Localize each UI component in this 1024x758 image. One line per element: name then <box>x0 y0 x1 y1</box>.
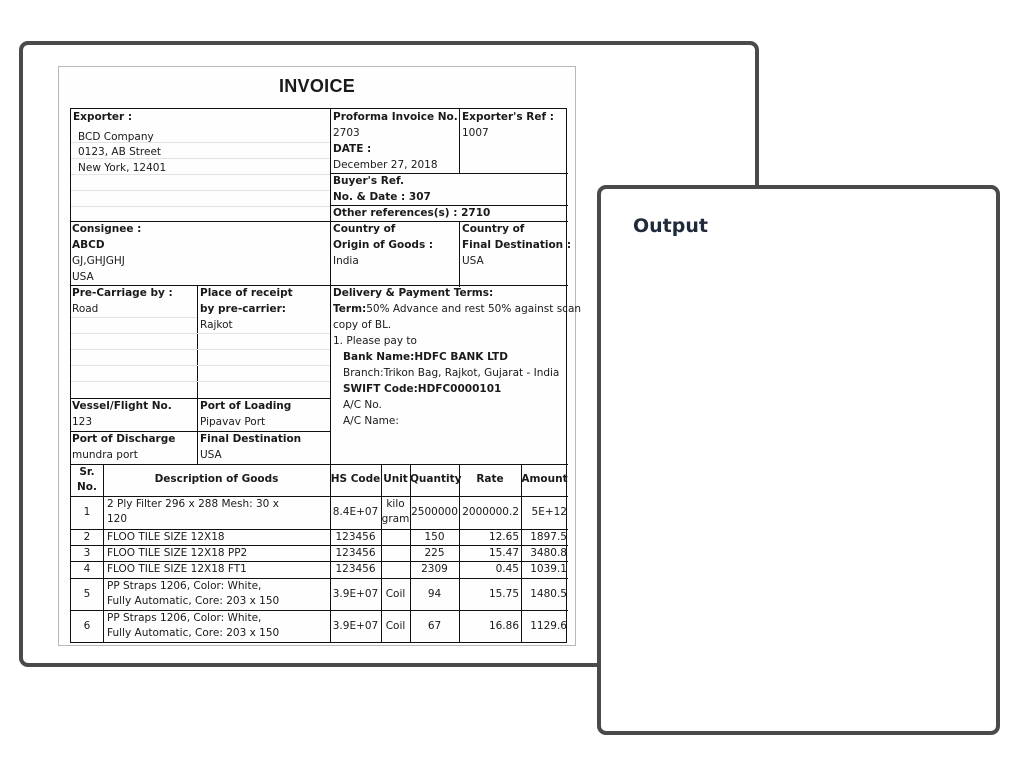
bank-branch: Branch:Trikon Bag, Rajkot, Gujarat - India <box>343 367 560 379</box>
consignee-name: ABCD <box>72 239 105 251</box>
cell-hs-code: 123456 <box>335 546 376 559</box>
header-rate: Rate <box>476 473 504 485</box>
place-of-receipt-label: Place of receipt <box>200 287 293 299</box>
invoice-title: INVOICE <box>278 76 356 96</box>
cell-quantity: 150 <box>424 530 445 543</box>
country-destination-value: USA <box>462 255 484 267</box>
header-sr: Sr. <box>79 466 95 478</box>
cell-amount: 1897.5 <box>530 530 567 543</box>
vessel-value: 123 <box>72 416 93 428</box>
cell-sr: 6 <box>83 619 91 632</box>
cell-amount: 1480.5 <box>530 587 567 600</box>
cell-description: Fully Automatic, Core: 203 x 150 <box>107 627 280 639</box>
cell-unit: kilo <box>386 498 405 510</box>
cell-sr: 4 <box>83 563 91 575</box>
cell-description: FLOO TILE SIZE 12X18 FT1 <box>107 563 247 575</box>
cell-description: FLOO TILE SIZE 12X18 PP2 <box>107 546 248 559</box>
vessel-label: Vessel/Flight No. <box>72 400 172 412</box>
cell-hs-code: 123456 <box>335 530 376 543</box>
invoice-document <box>58 66 582 646</box>
final-destination-value: USA <box>200 449 222 461</box>
pre-carriage-label: Pre-Carriage by : <box>72 287 173 299</box>
place-of-receipt-value: Rajkot <box>200 319 233 331</box>
cell-description: FLOO TILE SIZE 12X18 <box>107 530 225 543</box>
consignee-line: GJ,GHJGHJ <box>72 255 125 267</box>
swift-code: SWIFT Code:HDFC0000101 <box>343 383 502 395</box>
account-name: A/C Name: <box>343 415 399 427</box>
cell-amount: 5E+12 <box>531 506 567 518</box>
date-value: December 27, 2018 <box>333 159 438 171</box>
country-origin-value: India <box>333 255 359 267</box>
cell-description: Fully Automatic, Core: 203 x 150 <box>107 595 280 607</box>
cell-rate: 16.86 <box>488 619 519 632</box>
date-label: DATE : <box>333 143 372 155</box>
buyers-ref-number: No. & Date : 307 <box>333 191 431 203</box>
cell-sr: 5 <box>83 587 91 600</box>
cell-description: PP Straps 1206, Color: White, <box>107 612 262 624</box>
output-panel <box>597 185 1000 735</box>
header-unit: Unit <box>383 473 408 485</box>
other-references: Other references(s) : 2710 <box>333 207 491 219</box>
invoice-form <box>70 108 582 643</box>
cell-amount: 1129.6 <box>530 619 567 632</box>
proforma-value: 2703 <box>333 127 360 139</box>
final-destination-label: Final Destination <box>200 433 302 445</box>
port-discharge-value: mundra port <box>72 449 138 461</box>
port-loading-label: Port of Loading <box>200 400 292 412</box>
cell-amount: 1039.1 <box>530 563 567 575</box>
place-of-receipt-label: by pre-carrier: <box>200 303 286 315</box>
cell-description: 120 <box>107 513 128 525</box>
port-discharge-label: Port of Discharge <box>72 433 176 445</box>
header-amount: Amount <box>521 473 568 485</box>
header-quantity: Quantity <box>410 473 462 485</box>
cell-quantity: 2500000 <box>411 506 458 518</box>
cell-quantity: 2309 <box>421 563 448 575</box>
delivery-terms-label: Delivery & Payment Terms: <box>333 287 494 299</box>
cell-sr: 1 <box>83 506 91 518</box>
cell-description: 2 Ply Filter 296 x 288 Mesh: 30 x <box>107 498 279 510</box>
bank-name: Bank Name:HDFC BANK LTD <box>343 351 508 363</box>
exporter-line: 0123, AB Street <box>78 146 162 158</box>
cell-sr: 2 <box>83 530 91 543</box>
account-number: A/C No. <box>343 399 382 411</box>
cell-rate: 2000000.2 <box>462 506 519 518</box>
cell-unit: gram <box>381 513 410 525</box>
cell-description: PP Straps 1206, Color: White, <box>107 580 262 592</box>
cell-quantity: 225 <box>424 546 445 559</box>
cell-quantity: 67 <box>427 619 442 632</box>
cell-sr: 3 <box>83 546 91 559</box>
cell-hs-code: 8.4E+07 <box>332 506 379 518</box>
cell-hs-code: 123456 <box>335 563 376 575</box>
exporters-ref-label: Exporter's Ref : <box>462 111 554 123</box>
header-sr: No. <box>77 481 97 493</box>
cell-hs-code: 3.9E+07 <box>332 619 379 632</box>
cell-rate: 0.45 <box>495 563 519 575</box>
goods-table <box>71 464 568 642</box>
exporter-line: BCD Company <box>78 131 154 143</box>
output-label: Output <box>633 215 708 237</box>
port-loading-value: Pipavav Port <box>200 416 266 428</box>
header-hs-code: HS Code <box>330 473 381 485</box>
country-destination-label: Final Destination : <box>462 239 572 251</box>
cell-rate: 15.75 <box>488 587 519 600</box>
exporter-line: New York, 12401 <box>78 162 167 174</box>
cell-amount: 3480.8 <box>530 546 567 559</box>
consignee-line: USA <box>72 271 94 283</box>
cell-hs-code: 3.9E+07 <box>332 587 379 600</box>
cell-rate: 15.47 <box>488 546 519 559</box>
consignee-label: Consignee : <box>72 223 142 235</box>
country-destination-label: Country of <box>462 223 525 235</box>
exporters-ref-value: 1007 <box>462 127 489 139</box>
cell-unit: Coil <box>385 587 406 600</box>
header-description: Description of Goods <box>154 473 279 485</box>
proforma-label: Proforma Invoice No. <box>333 111 458 123</box>
country-origin-label: Country of <box>333 223 396 235</box>
cell-quantity: 94 <box>427 587 442 600</box>
pre-carriage-value: Road <box>72 303 99 315</box>
delivery-term: Term:50% Advance and rest 50% against scan <box>333 303 582 315</box>
country-origin-label: Origin of Goods : <box>333 239 434 251</box>
cell-rate: 12.65 <box>488 530 519 543</box>
exporter-label: Exporter : <box>73 111 133 123</box>
pay-to: 1. Please pay to <box>333 335 417 347</box>
buyers-ref-label: Buyer's Ref. <box>333 175 404 187</box>
delivery-term-cont: copy of BL. <box>333 319 392 331</box>
cell-unit: Coil <box>385 619 406 632</box>
